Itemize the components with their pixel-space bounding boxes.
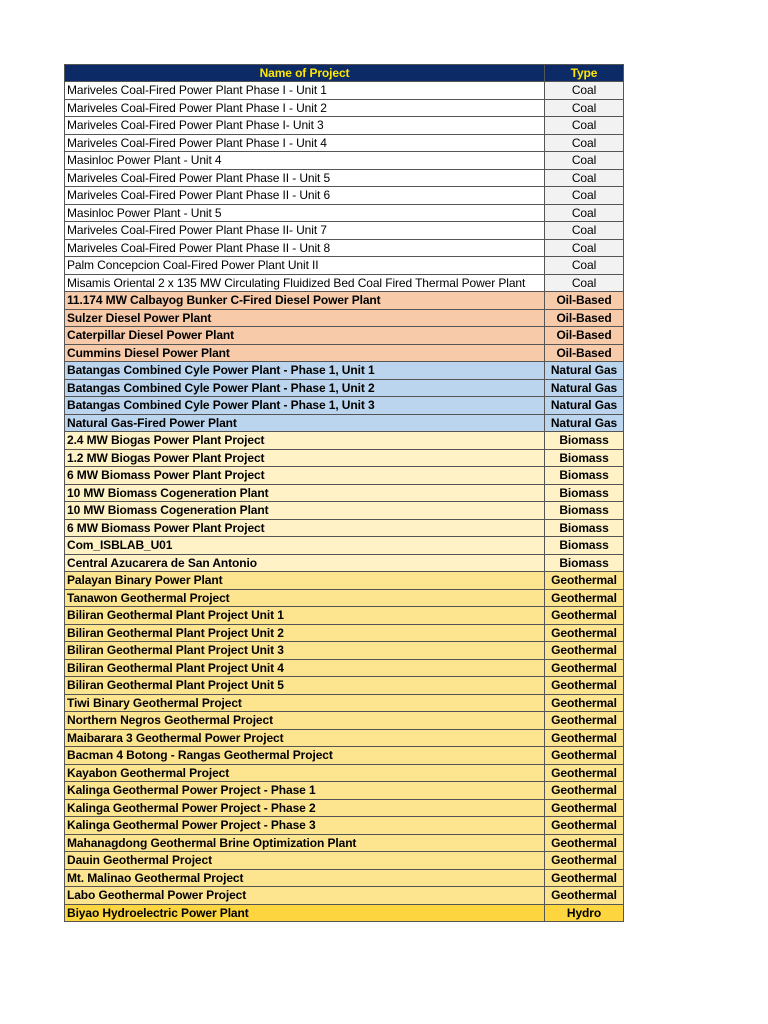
- project-type-cell[interactable]: Coal: [545, 187, 624, 205]
- column-header-name[interactable]: Name of Project: [65, 65, 545, 82]
- table-row: [65, 397, 624, 415]
- table-row: [65, 904, 624, 922]
- project-name-cell[interactable]: Northern Negros Geothermal Project: [65, 712, 545, 730]
- project-name-cell[interactable]: Masinloc Power Plant - Unit 5: [65, 204, 545, 222]
- project-type-cell[interactable]: Oil-Based: [545, 344, 624, 362]
- table-row: [65, 99, 624, 117]
- table-row: [65, 467, 624, 485]
- project-name-cell[interactable]: Maibarara 3 Geothermal Power Project: [65, 729, 545, 747]
- table-row: [65, 344, 624, 362]
- project-type-cell[interactable]: Geothermal: [545, 589, 624, 607]
- project-name-cell[interactable]: Mt. Malinao Geothermal Project: [65, 869, 545, 887]
- project-name-cell[interactable]: Biliran Geothermal Plant Project Unit 2: [65, 624, 545, 642]
- project-type-cell[interactable]: Coal: [545, 152, 624, 170]
- project-type-cell[interactable]: Geothermal: [545, 659, 624, 677]
- project-name-cell[interactable]: Kayabon Geothermal Project: [65, 764, 545, 782]
- table-row: [65, 449, 624, 467]
- project-name-cell[interactable]: Masinloc Power Plant - Unit 4: [65, 152, 545, 170]
- project-type-cell[interactable]: Geothermal: [545, 782, 624, 800]
- table-row: [65, 659, 624, 677]
- project-name-cell[interactable]: Tiwi Binary Geothermal Project: [65, 694, 545, 712]
- projects-table: [64, 64, 624, 922]
- table-row: [65, 817, 624, 835]
- project-name-cell[interactable]: Kalinga Geothermal Power Project - Phase 2: [65, 799, 545, 817]
- table-body: [65, 82, 624, 922]
- project-name-cell[interactable]: Batangas Combined Cyle Power Plant - Phase 1, Unit 3: [65, 397, 545, 415]
- table-row: [65, 747, 624, 765]
- project-type-cell[interactable]: Coal: [545, 117, 624, 135]
- project-type-cell[interactable]: Coal: [545, 274, 624, 292]
- table-row: [65, 362, 624, 380]
- project-type-cell[interactable]: Natural Gas: [545, 414, 624, 432]
- project-type-cell[interactable]: Geothermal: [545, 747, 624, 765]
- table-row: [65, 764, 624, 782]
- table-row: [65, 887, 624, 905]
- project-name-cell[interactable]: 10 MW Biomass Cogeneration Plant: [65, 484, 545, 502]
- project-type-cell[interactable]: Biomass: [545, 554, 624, 572]
- project-name-cell[interactable]: Palayan Binary Power Plant: [65, 572, 545, 590]
- project-type-cell[interactable]: Coal: [545, 134, 624, 152]
- project-type-cell[interactable]: Geothermal: [545, 712, 624, 730]
- table-row: [65, 134, 624, 152]
- table-row: [65, 554, 624, 572]
- project-type-cell[interactable]: Geothermal: [545, 852, 624, 870]
- table-row: [65, 502, 624, 520]
- project-name-cell[interactable]: Biyao Hydroelectric Power Plant: [65, 904, 545, 922]
- project-name-cell[interactable]: Cummins Diesel Power Plant: [65, 344, 545, 362]
- project-type-cell[interactable]: Oil-Based: [545, 309, 624, 327]
- project-type-cell[interactable]: Biomass: [545, 432, 624, 450]
- table-row: [65, 799, 624, 817]
- project-name-cell[interactable]: Dauin Geothermal Project: [65, 852, 545, 870]
- project-type-cell[interactable]: Biomass: [545, 502, 624, 520]
- table-row: [65, 152, 624, 170]
- table-row: [65, 729, 624, 747]
- project-name-cell[interactable]: Mariveles Coal-Fired Power Plant Phase II - Unit 6: [65, 187, 545, 205]
- table-row: [65, 379, 624, 397]
- project-name-cell[interactable]: Mariveles Coal-Fired Power Plant Phase II- Unit 7: [65, 222, 545, 240]
- header-row: [65, 65, 624, 82]
- table-row: [65, 852, 624, 870]
- table-row: [65, 572, 624, 590]
- project-name-cell[interactable]: Labo Geothermal Power Project: [65, 887, 545, 905]
- project-type-cell[interactable]: Natural Gas: [545, 362, 624, 380]
- project-type-cell[interactable]: Geothermal: [545, 642, 624, 660]
- project-type-cell[interactable]: Geothermal: [545, 572, 624, 590]
- project-name-cell[interactable]: 2.4 MW Biogas Power Plant Project: [65, 432, 545, 450]
- table-row: [65, 169, 624, 187]
- table-row: [65, 624, 624, 642]
- project-type-cell[interactable]: Geothermal: [545, 887, 624, 905]
- table-row: [65, 292, 624, 310]
- project-type-cell[interactable]: Geothermal: [545, 834, 624, 852]
- project-name-cell[interactable]: Batangas Combined Cyle Power Plant - Phase 1, Unit 2: [65, 379, 545, 397]
- table-row: [65, 834, 624, 852]
- project-name-cell[interactable]: Com_ISBLAB_U01: [65, 537, 545, 555]
- project-type-cell[interactable]: Coal: [545, 239, 624, 257]
- table-row: [65, 82, 624, 100]
- column-header-type[interactable]: Type: [545, 65, 624, 82]
- project-type-cell[interactable]: Biomass: [545, 484, 624, 502]
- project-name-cell[interactable]: Sulzer Diesel Power Plant: [65, 309, 545, 327]
- project-name-cell[interactable]: 11.174 MW Calbayog Bunker C-Fired Diesel Power Plant: [65, 292, 545, 310]
- project-type-cell[interactable]: Coal: [545, 257, 624, 275]
- project-name-cell[interactable]: Batangas Combined Cyle Power Plant - Phase 1, Unit 1: [65, 362, 545, 380]
- project-type-cell[interactable]: Coal: [545, 82, 624, 100]
- project-type-cell[interactable]: Coal: [545, 204, 624, 222]
- project-type-cell[interactable]: Geothermal: [545, 869, 624, 887]
- table-row: [65, 869, 624, 887]
- project-type-cell[interactable]: Hydro: [545, 904, 624, 922]
- project-type-cell[interactable]: Geothermal: [545, 607, 624, 625]
- project-name-cell[interactable]: Mahanagdong Geothermal Brine Optimization Plant: [65, 834, 545, 852]
- project-name-cell[interactable]: Mariveles Coal-Fired Power Plant Phase I - Unit 4: [65, 134, 545, 152]
- table-row: [65, 537, 624, 555]
- project-name-cell[interactable]: Mariveles Coal-Fired Power Plant Phase I - Unit 2: [65, 99, 545, 117]
- project-type-cell[interactable]: Natural Gas: [545, 379, 624, 397]
- table-row: [65, 432, 624, 450]
- project-name-cell[interactable]: Natural Gas-Fired Power Plant: [65, 414, 545, 432]
- project-type-cell[interactable]: Geothermal: [545, 677, 624, 695]
- table-row: [65, 607, 624, 625]
- project-type-cell[interactable]: Coal: [545, 169, 624, 187]
- table-row: [65, 484, 624, 502]
- project-type-cell[interactable]: Oil-Based: [545, 327, 624, 345]
- project-type-cell[interactable]: Oil-Based: [545, 292, 624, 310]
- project-name-cell[interactable]: 10 MW Biomass Cogeneration Plant: [65, 502, 545, 520]
- project-type-cell[interactable]: Coal: [545, 222, 624, 240]
- table-row: [65, 782, 624, 800]
- table-row: [65, 414, 624, 432]
- project-type-cell[interactable]: Geothermal: [545, 694, 624, 712]
- project-name-cell[interactable]: Central Azucarera de San Antonio: [65, 554, 545, 572]
- project-name-cell[interactable]: Biliran Geothermal Plant Project Unit 1: [65, 607, 545, 625]
- project-type-cell[interactable]: Biomass: [545, 537, 624, 555]
- project-type-cell[interactable]: Biomass: [545, 449, 624, 467]
- table-row: [65, 239, 624, 257]
- project-type-cell[interactable]: Geothermal: [545, 799, 624, 817]
- table-row: [65, 327, 624, 345]
- project-name-cell[interactable]: Bacman 4 Botong - Rangas Geothermal Project: [65, 747, 545, 765]
- project-name-cell[interactable]: Mariveles Coal-Fired Power Plant Phase I- Unit 3: [65, 117, 545, 135]
- project-type-cell[interactable]: Geothermal: [545, 729, 624, 747]
- project-name-cell[interactable]: 1.2 MW Biogas Power Plant Project: [65, 449, 545, 467]
- project-name-cell[interactable]: Kalinga Geothermal Power Project - Phase 1: [65, 782, 545, 800]
- project-name-cell[interactable]: Mariveles Coal-Fired Power Plant Phase II - Unit 5: [65, 169, 545, 187]
- project-name-cell[interactable]: Biliran Geothermal Plant Project Unit 3: [65, 642, 545, 660]
- project-name-cell[interactable]: Misamis Oriental 2 x 135 MW Circulating Fluidized Bed Coal Fired Thermal Power Plant: [65, 274, 545, 292]
- table-row: [65, 257, 624, 275]
- project-type-cell[interactable]: Geothermal: [545, 764, 624, 782]
- project-type-cell[interactable]: Biomass: [545, 519, 624, 537]
- project-name-cell[interactable]: Kalinga Geothermal Power Project - Phase 3: [65, 817, 545, 835]
- project-name-cell[interactable]: Mariveles Coal-Fired Power Plant Phase I - Unit 1: [65, 82, 545, 100]
- table-row: [65, 309, 624, 327]
- table-row: [65, 519, 624, 537]
- project-name-cell[interactable]: Tanawon Geothermal Project: [65, 589, 545, 607]
- table-row: [65, 677, 624, 695]
- table-row: [65, 117, 624, 135]
- project-name-cell[interactable]: Biliran Geothermal Plant Project Unit 5: [65, 677, 545, 695]
- project-name-cell[interactable]: 6 MW Biomass Power Plant Project: [65, 519, 545, 537]
- project-type-cell[interactable]: Biomass: [545, 467, 624, 485]
- table-row: [65, 204, 624, 222]
- table-row: [65, 274, 624, 292]
- project-type-cell[interactable]: Natural Gas: [545, 397, 624, 415]
- project-name-cell[interactable]: 6 MW Biomass Power Plant Project: [65, 467, 545, 485]
- project-name-cell[interactable]: Palm Concepcion Coal-Fired Power Plant Unit II: [65, 257, 545, 275]
- table-row: [65, 712, 624, 730]
- project-type-cell[interactable]: Geothermal: [545, 817, 624, 835]
- table-row: [65, 694, 624, 712]
- table-row: [65, 589, 624, 607]
- table-row: [65, 642, 624, 660]
- project-name-cell[interactable]: Biliran Geothermal Plant Project Unit 4: [65, 659, 545, 677]
- table-row: [65, 187, 624, 205]
- project-name-cell[interactable]: Caterpillar Diesel Power Plant: [65, 327, 545, 345]
- table-row: [65, 222, 624, 240]
- project-name-cell[interactable]: Mariveles Coal-Fired Power Plant Phase II - Unit 8: [65, 239, 545, 257]
- project-type-cell[interactable]: Geothermal: [545, 624, 624, 642]
- project-type-cell[interactable]: Coal: [545, 99, 624, 117]
